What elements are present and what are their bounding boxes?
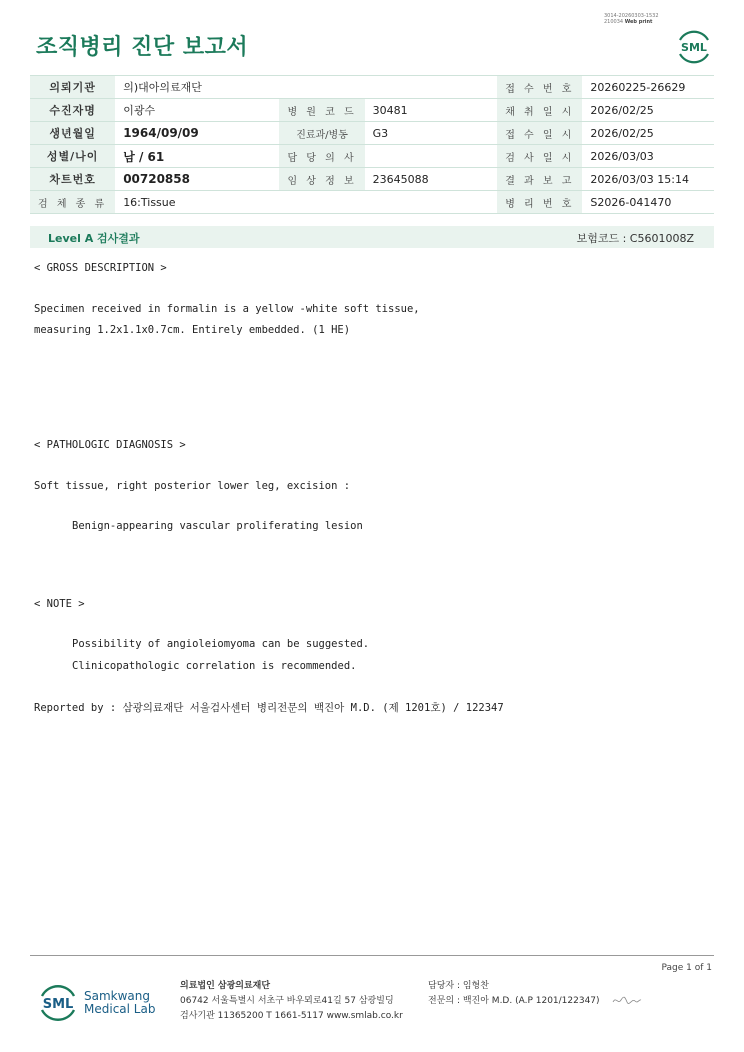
- gross-heading: < GROSS DESCRIPTION >: [34, 262, 167, 274]
- table-row: [30, 191, 714, 214]
- note-line-1: Possibility of angioleiomyoma can be suggested.: [72, 638, 370, 650]
- table-row: [30, 76, 714, 99]
- print-meta-line1: 3014-20260303-1532: [604, 13, 659, 19]
- exam-date-label: 검 사 일 시: [497, 145, 582, 168]
- chart-no-value: 00720858: [115, 168, 279, 191]
- patient-info-table: [30, 75, 714, 214]
- diagnosis-result: Benign-appearing vascular proliferating lesion: [72, 520, 363, 532]
- signature-icon: [612, 994, 642, 1006]
- footer-brand: [84, 990, 155, 1016]
- footer-staff-info: [428, 979, 600, 1009]
- pathology-no-value: S2026-041470: [582, 191, 714, 214]
- print-meta-line2: 210034 Web print: [604, 19, 653, 25]
- table-row: [30, 168, 714, 191]
- specialist-label: 전문의 :: [428, 996, 460, 1006]
- sex-age-value: 남 / 61: [115, 145, 279, 168]
- chart-no-label: 차트번호: [30, 168, 115, 191]
- insurance-code: 보험코드 : C5601008Z: [576, 232, 694, 245]
- page-number: Page 1 of 1: [661, 963, 712, 973]
- report-date-label: 결 과 보 고: [497, 168, 582, 191]
- logo-text: SML: [681, 41, 707, 54]
- org-address: 06742 서울특별시 서초구 바우뫼로41길 57 삼광빌딩: [180, 996, 394, 1006]
- note-heading: < NOTE >: [34, 598, 85, 610]
- doctor-value: [365, 145, 498, 168]
- specimen-label: 검 체 종 류: [30, 191, 115, 214]
- sex-age-label: 성별/나이: [30, 145, 115, 168]
- diagnosis-site: Soft tissue, right posterior lower leg, excision :: [34, 480, 351, 492]
- table-row: [30, 99, 714, 122]
- print-meta: [604, 13, 659, 25]
- doctor-label: 담 당 의 사: [279, 145, 364, 168]
- page-title: 조직병리 진단 보고서: [36, 35, 249, 60]
- level-bar: [30, 226, 714, 248]
- patient-label: 수진자명: [30, 99, 115, 122]
- sml-logo-icon: [674, 26, 714, 66]
- org-name: 의료법인 삼광의료재단: [180, 981, 271, 991]
- table-row: [30, 145, 714, 168]
- footer-divider: [30, 955, 714, 956]
- footer-org-info: [180, 979, 403, 1024]
- hospital-code-label: 병 원 코 드: [279, 99, 364, 122]
- dob-value: 1964/09/09: [115, 122, 279, 145]
- footer-logo-text: SML: [42, 997, 74, 1012]
- gross-line-2: measuring 1.2x1.1x0.7cm. Entirely embedded. (1 HE): [34, 324, 351, 336]
- staff-label: 담당자 :: [428, 981, 460, 991]
- diagnosis-heading: < PATHOLOGIC DIAGNOSIS >: [34, 439, 186, 451]
- brand-line-1: Samkwang: [84, 989, 150, 1003]
- hospital-code-value: 30481: [365, 99, 498, 122]
- exam-date-value: 2026/03/03: [582, 145, 714, 168]
- pathology-no-label: 병 리 번 호: [497, 191, 582, 214]
- collect-date-label: 채 취 일 시: [497, 99, 582, 122]
- patient-value: 이광수: [115, 99, 279, 122]
- staff-value: 임형찬: [462, 981, 489, 991]
- level-label: Level A 검사결과: [48, 232, 140, 245]
- institution-label: 의뢰기관: [30, 76, 115, 99]
- reported-by: Reported by : 삼광의료재단 서울검사센터 병리전문의 백진아 M.D. (제 1201호) / 122347: [34, 702, 504, 714]
- clinical-info-label: 임 상 정 보: [279, 168, 364, 191]
- dept-value: G3: [365, 122, 498, 145]
- specimen-value: 16:Tissue: [115, 191, 497, 214]
- receipt-date-value: 2026/02/25: [582, 122, 714, 145]
- receipt-date-label: 접 수 일 시: [497, 122, 582, 145]
- dob-label: 생년월일: [30, 122, 115, 145]
- gross-line-1: Specimen received in formalin is a yellow -white soft tissue,: [34, 303, 420, 315]
- org-contact: 검사기관 11365200 T 1661-5117 www.smlab.co.kr: [180, 1011, 403, 1021]
- receipt-no-value: 20260225-26629: [582, 76, 714, 99]
- specialist-value: 백진아 M.D. (A.P 1201/122347): [462, 996, 600, 1006]
- report-date-value: 2026/03/03 15:14: [582, 168, 714, 191]
- table-row: [30, 122, 714, 145]
- dept-label: 진료과/병동: [279, 122, 364, 145]
- clinical-info-value: 23645088: [365, 168, 498, 191]
- receipt-no-label: 접 수 번 호: [497, 76, 582, 99]
- note-line-2: Clinicopathologic correlation is recommended.: [72, 660, 357, 672]
- sml-footer-logo-icon: [36, 980, 80, 1024]
- institution-value: 의)대아의료재단: [115, 76, 497, 99]
- collect-date-value: 2026/02/25: [582, 99, 714, 122]
- brand-line-2: Medical Lab: [84, 1002, 156, 1016]
